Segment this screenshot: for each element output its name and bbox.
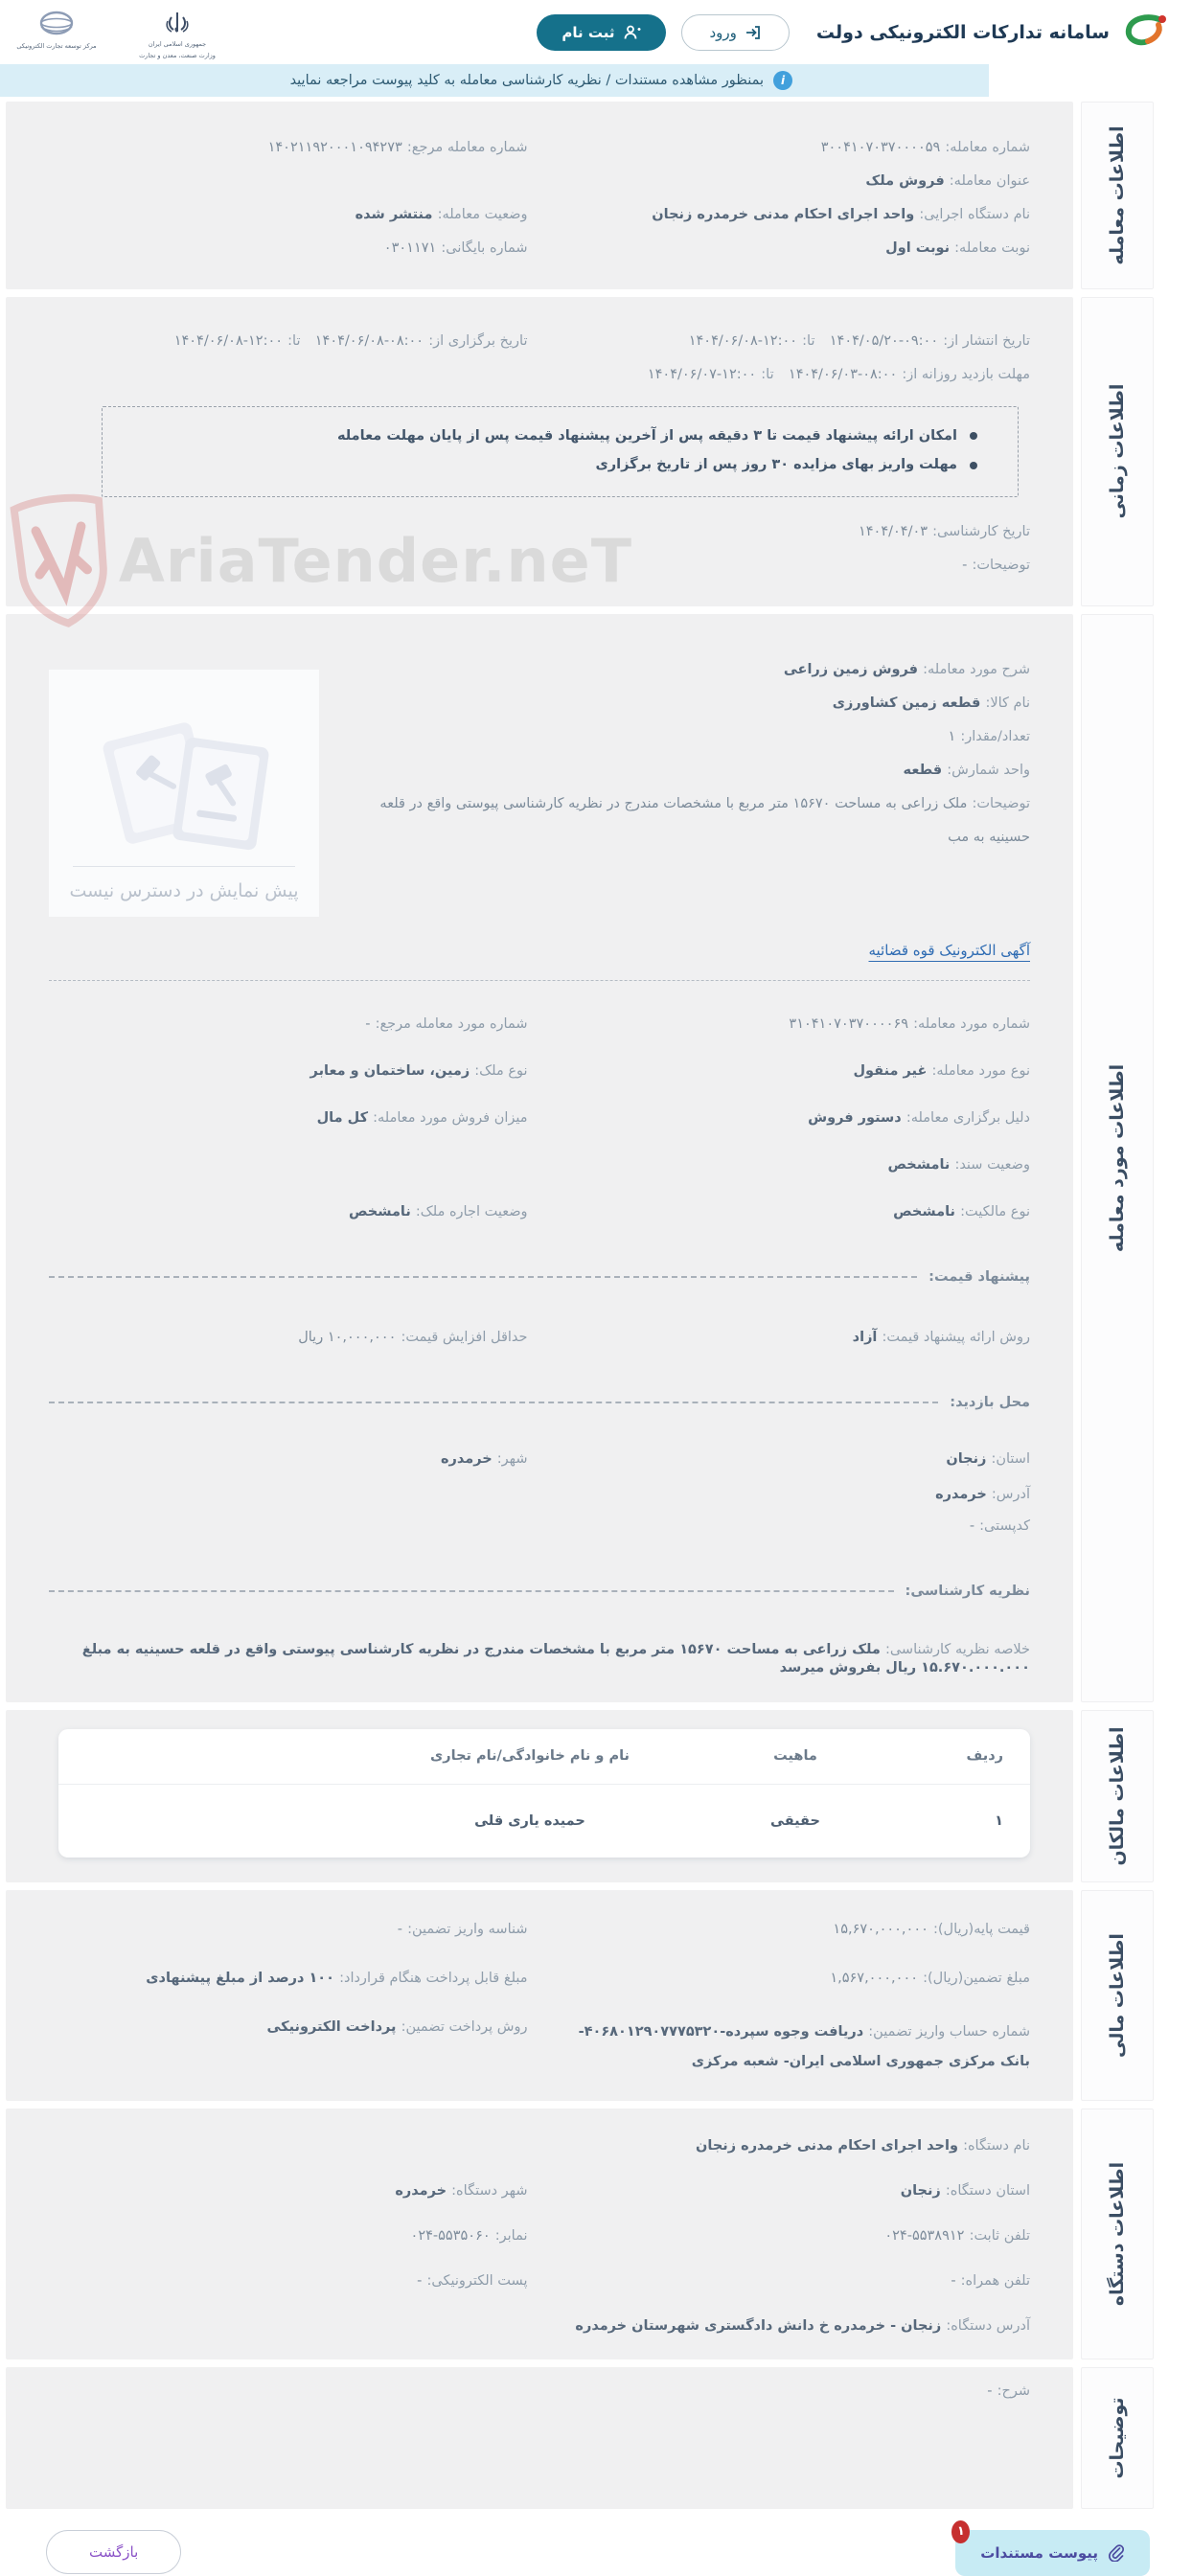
field-ownership-type: نوع مالکیت: نامشخص: [893, 1203, 1030, 1220]
field-deal-status: وضعیت معامله: منتشر شده: [355, 207, 528, 222]
field-org-email: پست الکترونیکی: -: [417, 2272, 528, 2289]
timing-rule-item: مهلت واریز بهای مزایده ۳۰ روز پس از تاریخ برگزاری: [122, 450, 977, 479]
image-preview-placeholder: [49, 670, 319, 917]
field-subject-type: نوع مورد معامله: غیر منقول: [853, 1062, 1030, 1079]
back-button[interactable]: بازگشت: [46, 2530, 181, 2574]
field-deal-turn: نوبت معامله: نوبت اول: [885, 240, 1030, 256]
preview-divider: [73, 866, 294, 867]
section-timing: [6, 297, 1154, 606]
attach-documents-label: پیوست مستندات: [980, 2543, 1098, 2562]
login-label: ورود: [709, 23, 737, 41]
field-count-unit: واحد شمارش: قطعه: [903, 762, 1030, 778]
judiciary-ad-link[interactable]: آگهی الکترونیک قوه قضائیه: [868, 941, 1030, 959]
field-expert-summary: خلاصه نظریه کارشناسی: ملک زراعی به مساحت ۱۵۶۷۰ متر مربع با مشخصات مندرج در نظریه کارشناسی پیوستی واقع در قلعه حسینیه به مبلغ ۱۵.۶۷۰.۰۰۰.۰۰۰ ریال بفروش میرسد: [81, 1641, 1030, 1676]
section-tab-notes: [1081, 2367, 1154, 2509]
col-header-name: نام و نام خانوادگی/نام تجاری: [430, 1748, 630, 1765]
field-payable-at-contract: مبلغ قابل پرداخت هنگام قرارداد: ۱۰۰ درصد از مبلغ پیشنهادی: [146, 1970, 528, 1986]
field-deal-ref-number: شماره معامله مرجع: ۱۴۰۲۱۱۹۲۰۰۰۱۰۹۴۲۷۳: [267, 140, 528, 155]
field-sale-portion: میزان فروش مورد معامله: کل مال: [316, 1109, 528, 1126]
register-button[interactable]: [537, 14, 666, 51]
field-org-address: آدرس دستگاه: زنجان - خرمدره خ دانش دادگستری شهرستان خرمدره: [575, 2317, 1030, 2334]
ministry-caption-line2: وزارت صنعت، معدن و تجارت: [139, 51, 216, 59]
field-city: شهر: خرمدره: [440, 1450, 528, 1467]
field-subject-number: شماره مورد معامله: ۳۱۰۴۱۰۷۰۳۷۰۰۰۰۶۹: [789, 1015, 1030, 1032]
user-plus-icon: [623, 25, 641, 40]
field-guarantee-method: روش پرداخت تضمین: پرداخت الکترونیکی: [266, 2018, 528, 2035]
notice-row: [0, 64, 1192, 97]
section-title: اطلاعات معامله: [1107, 125, 1128, 265]
section-title: اطلاعات مالکان: [1107, 1726, 1128, 1866]
field-subject-notes: توضیحات: ملک زراعی به مساحت ۱۵۶۷۰ متر مربع با مشخصات مندرج در نظریه کارشناسی پیوستی واقع در قلعه حسینیه به مب: [379, 795, 1030, 845]
ecdc-caption: مرکز توسعه تجارت الکترونیکی: [16, 41, 97, 50]
field-rent-status: وضعیت اجاره ملک: نامشخص: [348, 1203, 528, 1220]
field-offer-method: روش ارائه پیشنهاد قیمت: آزاد: [852, 1329, 1030, 1345]
field-org-mobile: تلفن همراه: -: [951, 2272, 1030, 2289]
field-visit-deadline: مهلت بازدید روزانه از: ۱۴۰۴/۰۶/۰۳-۰۸:۰۰ تا: ۱۴۰۴/۰۶/۰۷-۱۲:۰۰: [647, 367, 1030, 382]
field-quantity: تعداد/مقدار: ۱: [948, 728, 1030, 744]
info-icon: i: [773, 71, 792, 90]
section-title: اطلاعات دستگاه: [1107, 2161, 1128, 2306]
field-publish-date: تاریخ انتشار از: ۱۴۰۴/۰۵/۲۰-۰۹:۰۰ تا: ۱۴۰۴/۰۶/۰۸-۱۲:۰۰: [688, 333, 1030, 349]
iran-emblem-icon: [163, 10, 192, 38]
section-tab-organization: [1081, 2109, 1154, 2359]
field-min-increase: حداقل افزایش قیمت: ۱۰,۰۰۰,۰۰۰ ریال: [298, 1329, 528, 1345]
notice-bar: [0, 64, 989, 97]
section-organization: [6, 2109, 1154, 2359]
globe-icon: [37, 10, 76, 40]
field-subject-ref-number: شماره مورد معامله مرجع: -: [365, 1015, 528, 1032]
field-org-fax: نمابر: ۰۲۴-۵۵۳۵۰۶۰: [410, 2227, 528, 2244]
bullet-icon: [970, 432, 977, 440]
section-deal-subject: [6, 614, 1154, 1702]
section-tab-financial: [1081, 1890, 1154, 2101]
section-tab-deal-info: [1081, 102, 1154, 289]
field-timing-desc: توضیحات: -: [962, 557, 1030, 573]
field-province: استان: زنجان: [946, 1450, 1030, 1467]
field-notes-desc: شرح: -: [987, 2382, 1030, 2399]
ministry-logo: [125, 10, 230, 61]
field-archive-number: شماره بایگانی: ۰۳۰۱۱۷۱: [383, 240, 528, 256]
section-title: توضیحات: [1107, 2397, 1128, 2479]
section-financial: [6, 1890, 1154, 2101]
section-title: اطلاعات مالی: [1107, 1932, 1128, 2058]
field-org-name: نام دستگاه: واحد اجرای احکام مدنی خرمدره زنجان: [696, 2137, 1030, 2154]
app-title: سامانه تدارکات الکترونیکی دولت: [815, 21, 1110, 43]
bullet-icon: [970, 462, 977, 469]
government-logos: [13, 4, 230, 61]
attachments-count-badge: ۱: [951, 2520, 970, 2543]
field-deal-title: عنوان معامله: فروش ملک: [865, 173, 1030, 189]
timing-rules-box: [102, 406, 1019, 497]
cell-owner-name: حمیده یاری قلی: [474, 1812, 585, 1829]
field-executive-org: نام دستگاه اجرایی: واحد اجرای احکام مدنی خرمدره زنجان: [652, 207, 1030, 222]
setad-logo-icon: [1119, 12, 1167, 53]
ministry-caption-line1: جمهوری اسلامی ایران: [148, 39, 207, 48]
gavel-illustration-icon: [93, 713, 275, 856]
owners-table: [58, 1729, 1030, 1858]
paperclip-icon: [1108, 2544, 1125, 2562]
field-hold-date: تاریخ برگزاری از: ۱۴۰۴/۰۶/۰۸-۰۸:۰۰ تا: ۱۴۰۴/۰۶/۰۸-۱۲:۰۰: [173, 333, 528, 349]
table-row: [58, 1785, 1030, 1858]
cell-nature: حقیقی: [770, 1812, 820, 1829]
register-label: ثبت نام: [562, 23, 615, 41]
field-deposit-id: شناسه واریز تضمین: -: [397, 1921, 528, 1937]
field-document-status: وضعیت سند: نامشخص: [887, 1156, 1030, 1173]
brand: [816, 12, 1167, 53]
field-guarantee-amount: مبلغ تضمین(ریال): ۱,۵۶۷,۰۰۰,۰۰۰: [830, 1970, 1030, 1986]
field-org-province: استان دستگاه: زنجان: [900, 2182, 1030, 2199]
owners-table-header: [58, 1729, 1030, 1785]
section-tab-owners: [1081, 1710, 1154, 1882]
footer-actions: [0, 2517, 1192, 2576]
field-deal-number: شماره معامله: ۳۰۰۴۱۰۷۰۳۷۰۰۰۰۵۹: [820, 140, 1030, 155]
login-icon: [745, 25, 762, 40]
field-hold-reason: دلیل برگزاری معامله: دستور فروش: [808, 1109, 1030, 1126]
field-org-phone: تلفن ثابت: ۰۲۴-۵۵۳۸۹۱۲: [884, 2227, 1030, 2244]
col-header-row: ردیف: [966, 1748, 1003, 1765]
section-deal-info: [6, 102, 1154, 289]
visit-location-subheader: محل بازدید:: [49, 1395, 1030, 1410]
notice-text: بمنظور مشاهده مستندات / نظریه کارشناسی معامله به کلید پیوست مراجعه نمایید: [289, 73, 764, 88]
section-tab-deal-subject: [1081, 614, 1154, 1702]
field-item-name: نام کالا: قطعه زمین کشاورزی: [832, 695, 1030, 711]
price-offer-subheader: پیشنهاد قیمت:: [49, 1269, 1030, 1285]
expert-opinion-subheader: نظریه کارشناسی:: [49, 1584, 1030, 1599]
field-guarantee-account: شماره حساب واریز تضمین: دریافت وجوه سپرده-۴۰۶۸۰۱۲۹۰۷۷۷۵۳۲۰- بانک مرکزی جمهوری اسلامی ایران- شعبه مرکزی: [578, 2023, 1030, 2069]
section-owners: [6, 1710, 1154, 1882]
section-title: اطلاعات زمانی: [1107, 384, 1128, 519]
field-org-city: شهر دستگاه: خرمدره: [395, 2182, 528, 2199]
ecdc-logo: [13, 10, 100, 52]
preview-caption: پیش نمایش در دسترس نیست: [69, 879, 299, 901]
auth-buttons: [537, 14, 790, 51]
field-expert-date: تاریخ کارشناسی: ۱۴۰۴/۰۴/۰۳: [858, 523, 1030, 539]
cell-row-number: ۱: [995, 1812, 1003, 1829]
field-subject-desc: شرح مورد معامله: فروش زمین زراعی: [783, 661, 1030, 677]
login-button[interactable]: [681, 14, 789, 51]
section-notes: [6, 2367, 1154, 2509]
field-postal-code: کدپستی: -: [969, 1517, 1030, 1534]
field-property-type: نوع ملک: زمین، ساختمان و معابر: [309, 1062, 528, 1079]
watermark-text: AriaTender.neT: [118, 525, 632, 596]
top-bar: [0, 0, 1192, 64]
col-header-nature: ماهیت: [773, 1748, 817, 1765]
section-title: اطلاعات مورد معامله: [1107, 1063, 1128, 1253]
dashed-separator: [49, 980, 1030, 981]
field-address: آدرس: خرمدره: [935, 1486, 1030, 1502]
section-tab-timing: [1081, 297, 1154, 606]
timing-rule-item: امکان ارائه پیشنهاد قیمت تا ۳ دقیقه پس از آخرین پیشنهاد قیمت پس از پایان مهلت معامله: [122, 422, 977, 450]
attach-documents-button[interactable]: [955, 2524, 1150, 2576]
field-base-price: قیمت پایه(ریال): ۱۵,۶۷۰,۰۰۰,۰۰۰: [833, 1921, 1030, 1937]
